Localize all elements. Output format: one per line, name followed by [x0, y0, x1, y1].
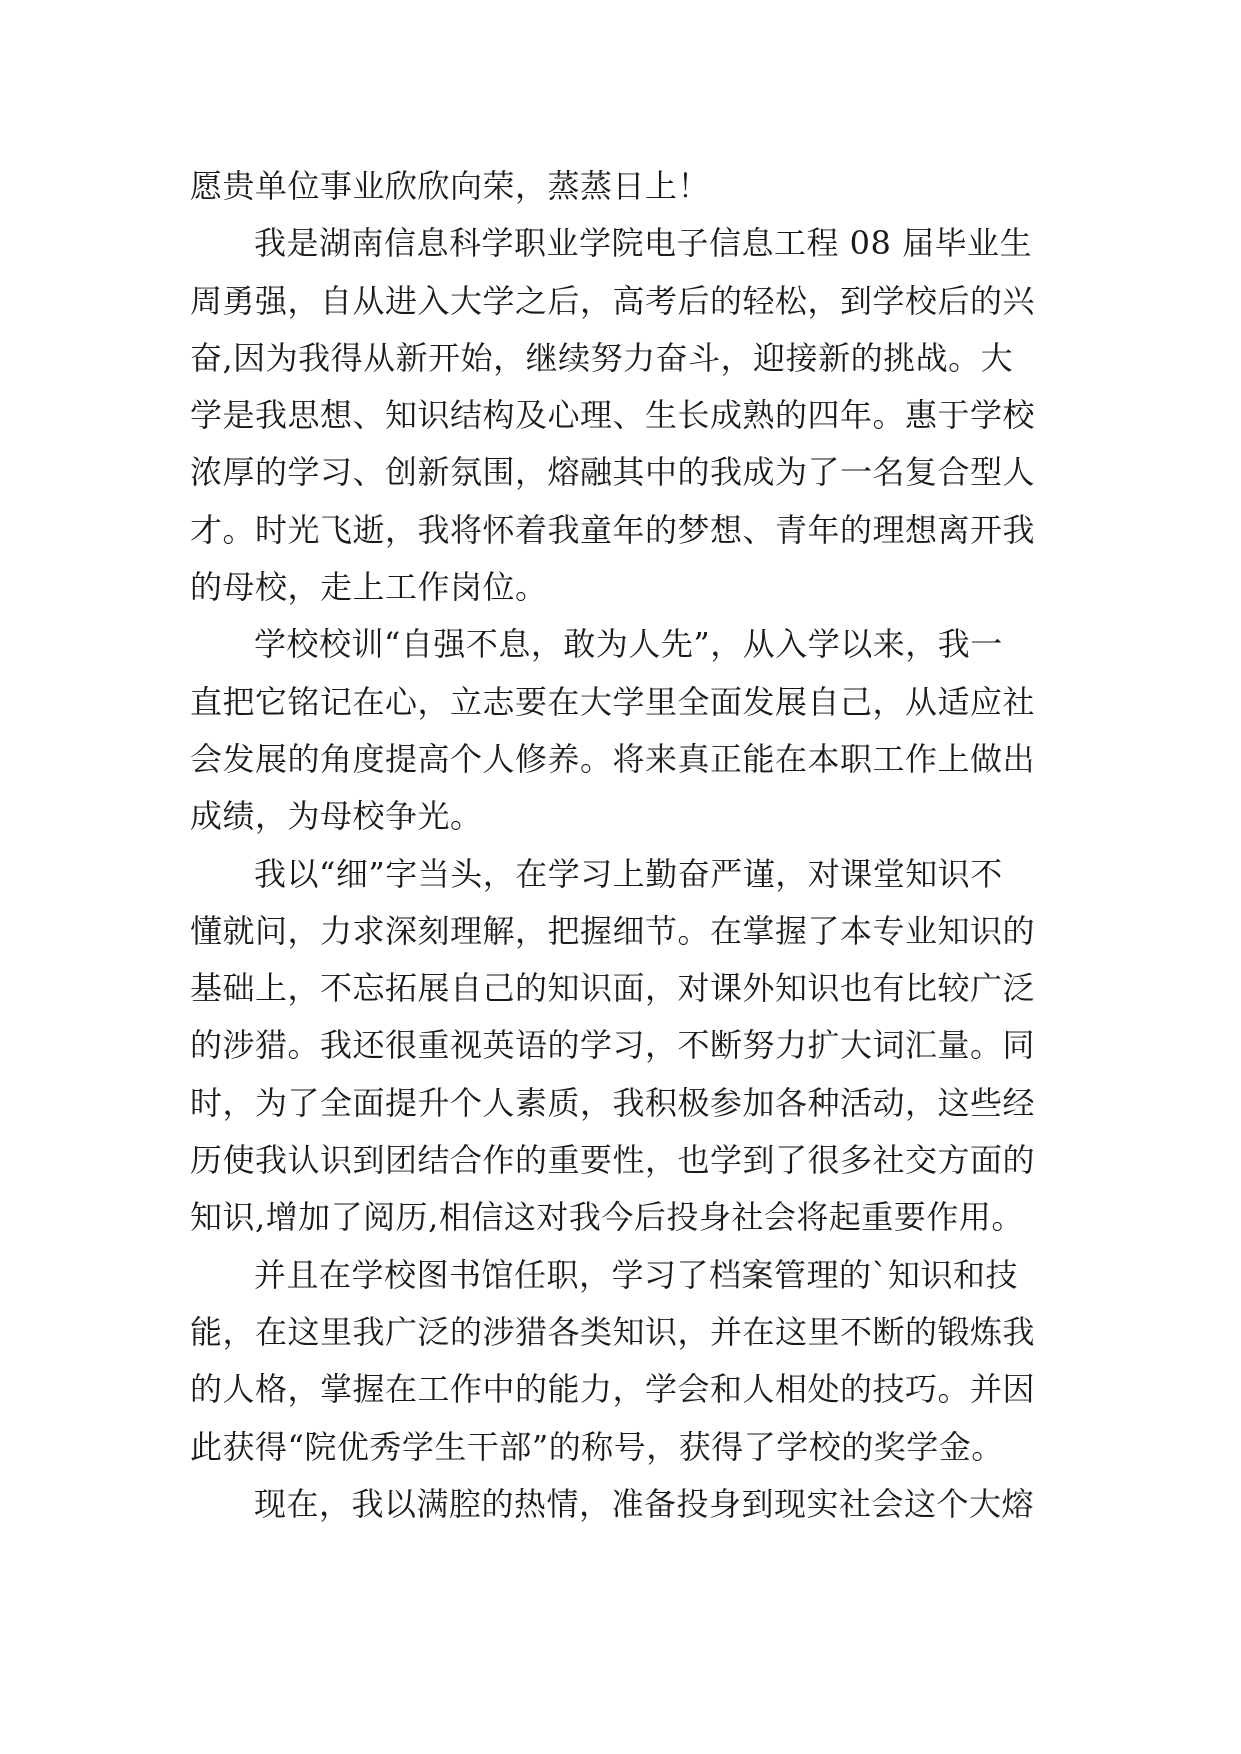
paragraph-first-line: 我是湖南信息科学职业学院电子信息工程 08 届毕业生 [254, 224, 1033, 263]
text-line: 浓厚的学习、创新氛围，熔融其中的我成为了一名复合型人 [190, 453, 1036, 492]
text-line: 愿贵单位事业欣欣向荣，蒸蒸日上！ [190, 167, 711, 205]
text-line: 知识,增加了阅历,相信这对我今后投身社会将起重要作用。 [190, 1198, 1024, 1237]
text-line: 的人格，掌握在工作中的能力，学会和人相处的技巧。并因 [190, 1370, 1036, 1409]
letter-body [190, 158, 1062, 1533]
text-line: 此获得“院优秀学生干部”的称号，获得了学校的奖学金。 [190, 1427, 1004, 1466]
text-line: 基础上，不忘拓展自己的知识面，对课外知识也有比较广泛 [190, 969, 1036, 1008]
text-line: 的母校，走上工作岗位。 [190, 568, 548, 607]
text-line: 懂就问，力求深刻理解，把握细节。在掌握了本专业知识的 [190, 911, 1036, 950]
paragraph-first-line: 现在，我以满腔的热情，准备投身到现实社会这个大熔 [254, 1484, 1035, 1523]
text-line: 才。时光飞逝，我将怀着我童年的梦想、青年的理想离开我 [190, 510, 1036, 549]
text-line: 成绩，为母校争光。 [190, 797, 483, 836]
paragraph-first-line: 我以“细”字当头，在学习上勤奋严谨，对课堂知识不 [254, 854, 1003, 893]
text-line: 会发展的角度提高个人修养。将来真正能在本职工作上做出 [190, 739, 1036, 778]
paragraph-first-line: 并且在学校图书馆任职，学习了档案管理的`知识和技 [254, 1255, 1019, 1294]
text-line: 历使我认识到团结合作的重要性，也学到了很多社交方面的 [190, 1141, 1036, 1180]
paragraph-first-line: 学校校训“自强不息，敢为人先”，从入学以来，我一 [254, 625, 1003, 664]
text-line: 周勇强，自从进入大学之后，高考后的轻松，到学校后的兴 [190, 281, 1036, 320]
text-line: 能，在这里我广泛的涉猎各类知识，并在这里不断的锻炼我 [190, 1312, 1036, 1351]
text-line: 的涉猎。我还很重视英语的学习，不断努力扩大词汇量。同 [190, 1026, 1036, 1065]
text-line: 学是我思想、知识结构及心理、生长成熟的四年。惠于学校 [190, 396, 1036, 435]
text-line: 奋,因为我得从新开始，继续努力奋斗，迎接新的挑战。大 [190, 338, 1014, 377]
text-line: 时，为了全面提升个人素质，我积极参加各种活动，这些经 [190, 1083, 1036, 1122]
text-line: 直把它铭记在心，立志要在大学里全面发展自己，从适应社 [190, 682, 1036, 721]
